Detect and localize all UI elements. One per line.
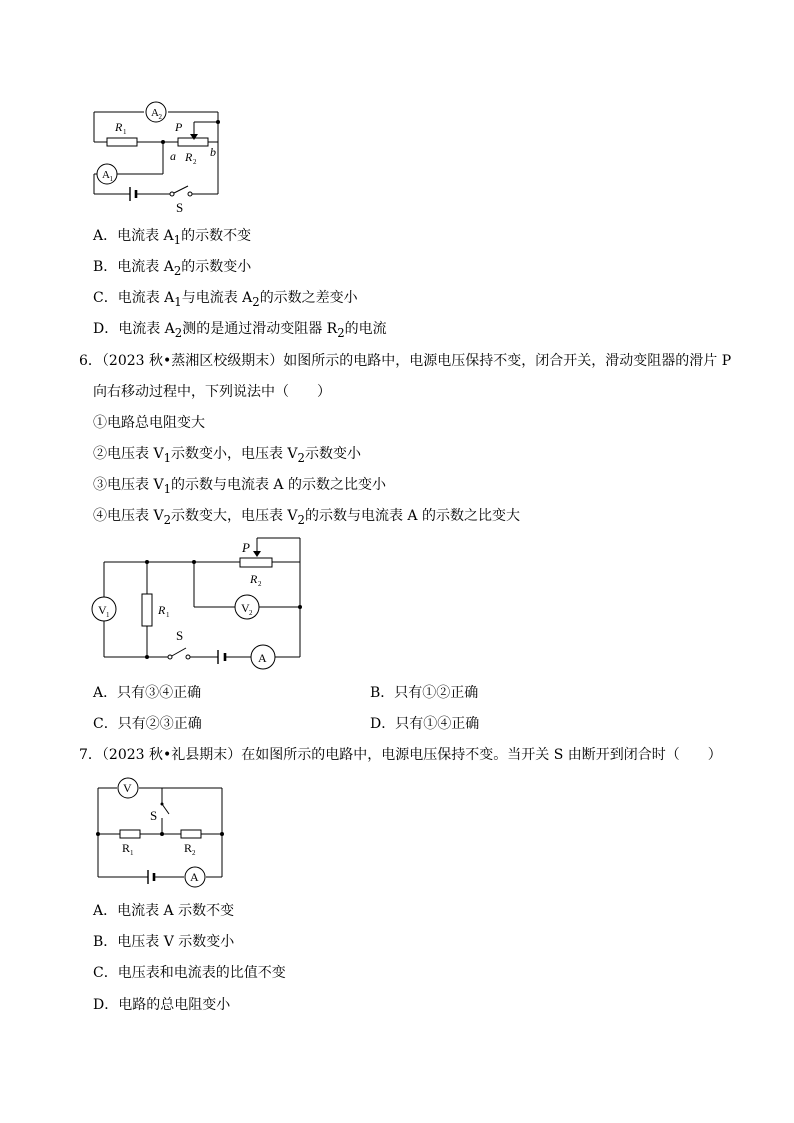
q6-circuit-diagram xyxy=(90,534,310,669)
q5-option-c: C．电流表 $A_1$与电流表 $A_2$的示数之差变小 xyxy=(93,290,358,309)
svg-text:A: A xyxy=(190,870,199,884)
svg-text:2: 2 xyxy=(249,609,253,617)
q7-option-c: C．电压表和电流表的比值不变 xyxy=(93,965,286,981)
s-label: S xyxy=(176,628,184,643)
r2-label: R xyxy=(184,841,193,855)
ammeter-a1-icon xyxy=(94,164,117,184)
svg-text:2: 2 xyxy=(158,113,162,121)
q7-option-a: A．电流表 A 示数不变 xyxy=(93,903,235,919)
ammeter-a2-icon xyxy=(146,102,166,122)
q7-option-b: B．电压表 V 示数变小 xyxy=(93,934,235,950)
r1-label: R xyxy=(158,603,166,617)
r1-label: R xyxy=(115,120,123,134)
svg-text:V: V xyxy=(241,601,250,615)
q5-option-b: B．电流表 $A_2$的示数变小 xyxy=(93,259,252,278)
s-label: S xyxy=(176,200,184,215)
q5-option-a: A．电流表 $A_1$的示数不变 xyxy=(93,228,252,247)
q6-statement-1: ①电路总电阻变大 xyxy=(93,415,205,431)
svg-text:2: 2 xyxy=(258,580,262,588)
q7-option-d: D．电路的总电阻变小 xyxy=(93,997,231,1013)
svg-text:V: V xyxy=(98,603,107,617)
q5-circuit-diagram xyxy=(88,98,228,215)
q6-stem-line1: 6．（2023 秋•蒸湘区校级期末）如图所示的电路中，电源电压保持不变，闭合开关，滑动变阻器的滑片 P xyxy=(79,353,732,369)
svg-text:2: 2 xyxy=(193,158,197,166)
svg-text:1: 1 xyxy=(106,611,110,619)
voltmeter-v2-icon xyxy=(235,595,259,619)
svg-text:1: 1 xyxy=(109,175,113,183)
svg-text:2: 2 xyxy=(192,849,196,857)
q7-stem: 7．（2023 秋•礼县期末）在如图所示的电路中，电源电压保持不变。当开关 S 由断开到闭合时（ ） xyxy=(79,747,722,763)
ammeter-a-icon xyxy=(185,867,205,887)
r1-label: R xyxy=(122,841,131,855)
q5-option-d: D．电流表 $A_2$测的是通过滑动变阻器 $R_2$的电流 xyxy=(93,321,387,340)
q7-circuit-diagram xyxy=(92,776,232,886)
q6-stem-line2: 向右移动过程中，下列说法中（ ） xyxy=(93,384,331,400)
svg-text:V: V xyxy=(123,781,132,795)
q6-statement-3: ③电压表 $V_1$的示数与电流表 A 的示数之比变小 xyxy=(93,477,386,496)
p-label: P xyxy=(242,540,250,555)
q6-option-c: C．只有②③正确 xyxy=(93,716,202,732)
voltmeter-v-icon xyxy=(118,778,138,798)
p-label: P xyxy=(175,120,183,134)
q6-option-a: A．只有③④正确 xyxy=(93,685,202,701)
svg-text:1: 1 xyxy=(166,611,170,619)
svg-text:1: 1 xyxy=(123,128,127,136)
svg-text:1: 1 xyxy=(130,849,134,857)
q6-statement-4: ④电压表 $V_2$示数变大，电压表 $V_2$的示数与电流表 A 的示数之比变大 xyxy=(93,508,520,527)
q6-statement-2: ②电压表 $V_1$示数变小，电压表 $V_2$示数变小 xyxy=(93,446,361,465)
b-label: b xyxy=(210,145,216,159)
q6-option-b: B．只有①②正确 xyxy=(370,685,479,701)
a-label: a xyxy=(170,149,176,163)
q6-option-d: D．只有①④正确 xyxy=(370,716,480,732)
svg-text:A: A xyxy=(102,169,110,181)
r2-label: R xyxy=(250,572,258,586)
r2-label: R xyxy=(185,150,193,164)
ammeter-a-icon xyxy=(251,645,275,669)
svg-text:A: A xyxy=(151,107,159,119)
s-label: S xyxy=(150,808,158,823)
svg-text:A: A xyxy=(258,651,267,665)
voltmeter-v1-icon xyxy=(92,597,116,621)
